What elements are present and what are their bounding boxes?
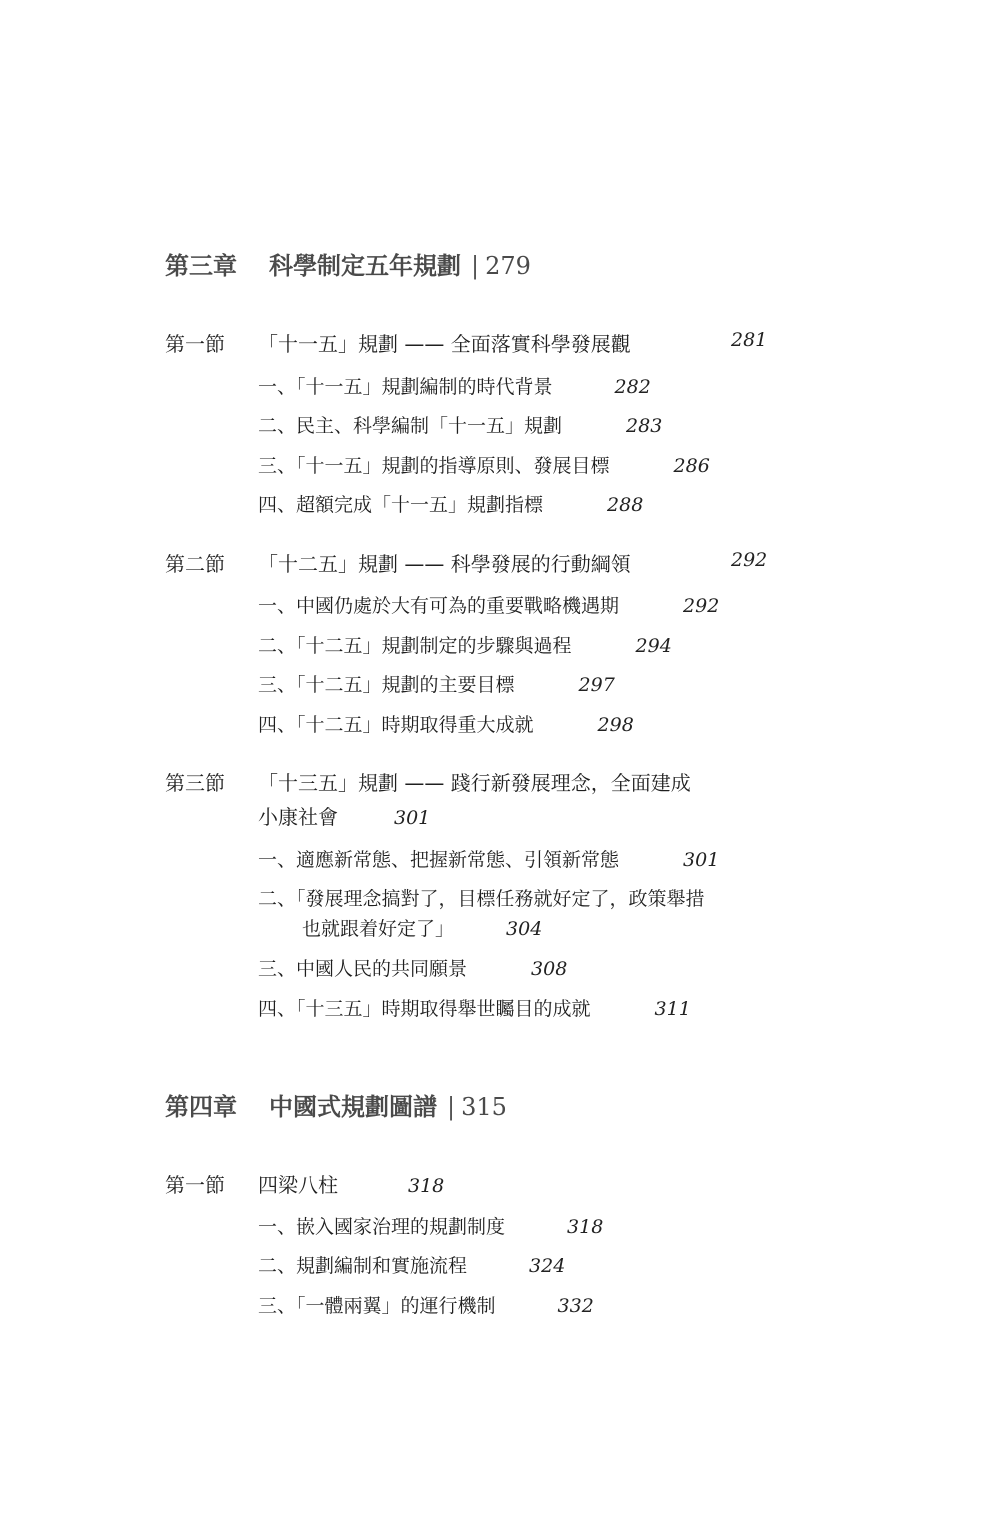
toc-item-page: 288 — [607, 494, 644, 516]
toc-item-title: 一、嵌入國家治理的規劃制度 — [258, 1216, 506, 1238]
toc-item-title: 一、適應新常態、把握新常態、引領新常態 — [258, 849, 620, 871]
toc-item-page: 332 — [557, 1295, 594, 1317]
chapter-number: 第四章 — [165, 1092, 237, 1121]
toc-item-page: 282 — [614, 376, 651, 398]
toc-item — [258, 411, 662, 438]
toc-item — [258, 1212, 603, 1239]
toc-item — [258, 372, 651, 399]
toc-item-title: 三、「十一五」規劃的指導原則、發展目標 — [258, 455, 610, 477]
toc-item — [258, 845, 719, 872]
toc-item-page: 301 — [683, 849, 720, 871]
toc-item — [258, 994, 691, 1021]
toc-item-page: 286 — [673, 455, 710, 477]
toc-item-page: 318 — [567, 1216, 604, 1238]
toc-item-title: 四、超額完成「十一五」規劃指標 — [258, 494, 544, 516]
section-title-line2: 小康社會 — [258, 805, 338, 829]
toc-item-title: 三、「一體兩翼」的運行機制 — [258, 1295, 496, 1317]
chapter-heading — [165, 246, 531, 281]
toc-item — [258, 1291, 594, 1318]
chapter-separator: | — [471, 252, 480, 280]
toc-item-page: 311 — [654, 998, 691, 1020]
toc-item-title: 一、「十一五」規劃編制的時代背景 — [258, 376, 553, 398]
section-title: 四梁八柱 — [258, 1173, 338, 1197]
toc-item-title: 三、中國人民的共同願景 — [258, 958, 468, 980]
section-page: 292 — [731, 549, 768, 571]
toc-item — [258, 451, 710, 478]
section-title: 「十二五」規劃 —— 科學發展的行動綱領 — [258, 552, 631, 576]
toc-item-continued — [302, 914, 542, 941]
section-title: 「十一五」規劃 —— 全面落實科學發展觀 — [258, 332, 631, 356]
chapter-page: 315 — [461, 1093, 507, 1121]
section-heading — [165, 767, 691, 796]
toc-item-title: 三、「十二五」規劃的主要目標 — [258, 674, 515, 696]
section-page: 281 — [731, 329, 768, 351]
toc-item-page: 324 — [529, 1255, 566, 1277]
toc-item-page: 298 — [597, 714, 634, 736]
section-number: 第三節 — [165, 771, 225, 795]
toc-item-title: 二、「十二五」規劃制定的步驟與過程 — [258, 635, 572, 657]
toc-item — [258, 884, 705, 911]
section-heading — [165, 328, 631, 357]
section-title: 「十三五」規劃 —— 踐行新發展理念，全面建成 — [258, 771, 691, 795]
toc-item — [258, 631, 672, 658]
toc-item — [258, 670, 615, 697]
section-page: 318 — [408, 1175, 445, 1197]
chapter-heading — [165, 1087, 507, 1122]
section-page: 301 — [394, 807, 431, 829]
toc-item-title: 二、「發展理念搞對了，目標任務就好定了，政策舉措 — [258, 888, 705, 910]
toc-item-page: 294 — [635, 635, 672, 657]
section-title-continued — [258, 801, 430, 830]
chapter-number: 第三章 — [165, 251, 237, 280]
toc-item — [258, 591, 719, 618]
chapter-title: 科學制定五年規劃 — [269, 251, 461, 280]
toc-item-page: 308 — [531, 958, 568, 980]
chapter-page: 279 — [485, 252, 531, 280]
toc-item — [258, 490, 643, 517]
toc-item-page: 304 — [506, 918, 543, 940]
toc-item-page: 283 — [626, 415, 663, 437]
section-number: 第二節 — [165, 552, 225, 576]
toc-item — [258, 954, 567, 981]
section-number: 第一節 — [165, 1173, 225, 1197]
toc-item — [258, 1251, 565, 1278]
section-number: 第一節 — [165, 332, 225, 356]
toc-item-title: 二、民主、科學編制「十一五」規劃 — [258, 415, 563, 437]
section-heading — [165, 548, 631, 577]
chapter-separator: | — [447, 1093, 456, 1121]
section-heading — [165, 1169, 444, 1198]
toc-item — [258, 710, 634, 737]
toc-item-page: 297 — [578, 674, 615, 696]
toc-item-title: 四、「十三五」時期取得舉世矚目的成就 — [258, 998, 591, 1020]
chapter-title: 中國式規劃圖譜 — [269, 1092, 437, 1121]
toc-item-title: 二、規劃編制和實施流程 — [258, 1255, 468, 1277]
toc-item-title: 一、中國仍處於大有可為的重要戰略機遇期 — [258, 595, 620, 617]
toc-item-title-line2: 也就跟着好定了」 — [302, 918, 455, 940]
toc-item-title: 四、「十二五」時期取得重大成就 — [258, 714, 534, 736]
toc-item-page: 292 — [683, 595, 720, 617]
